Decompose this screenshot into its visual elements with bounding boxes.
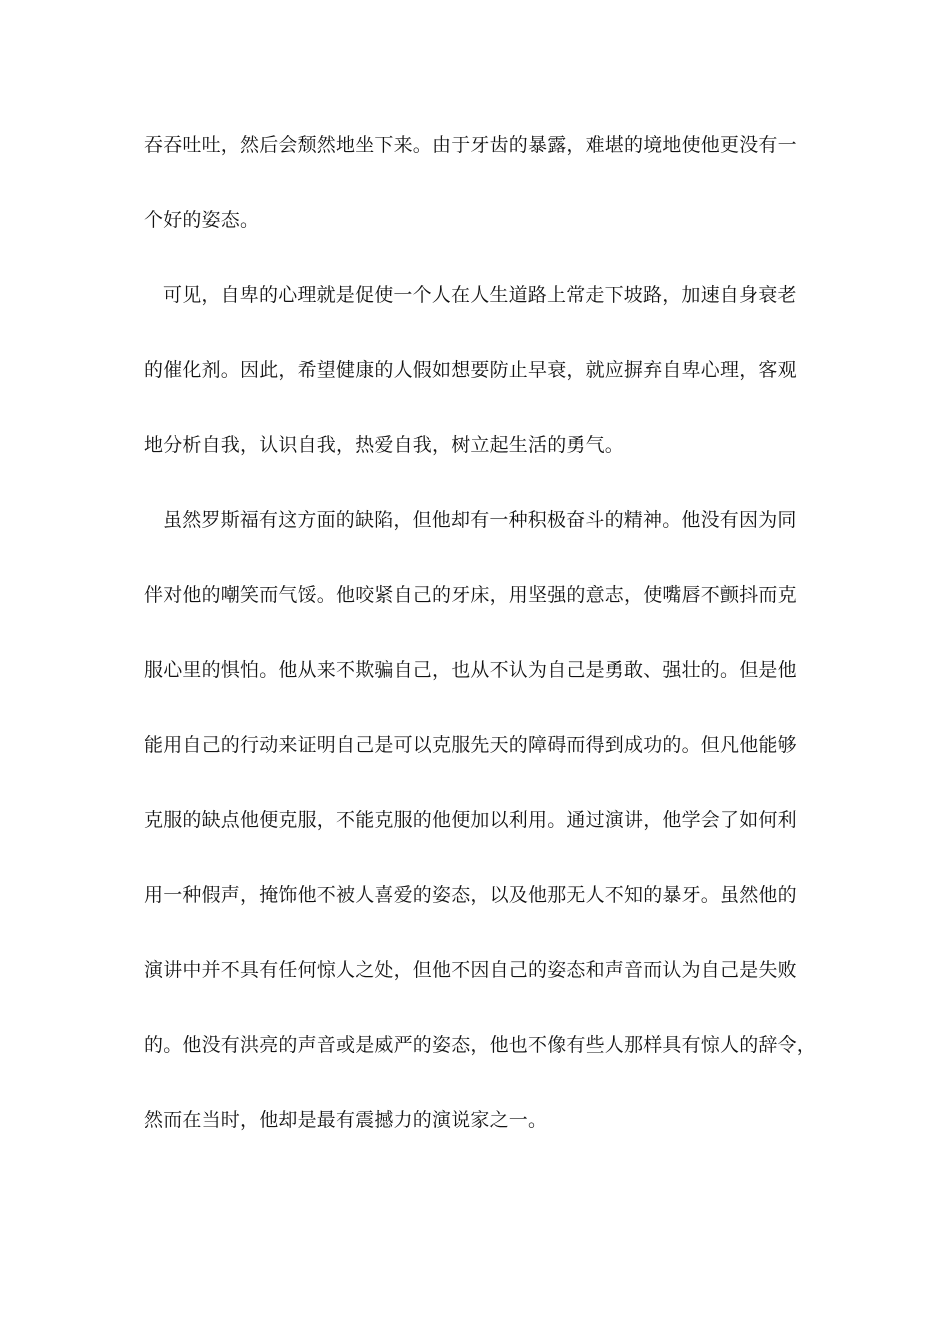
text-line: 能用自己的行动来证明自己是可以克服先天的障碍而得到成功的。但凡他能够 (144, 734, 797, 756)
text-line: 可见，自卑的心理就是促使一个人在人生道路上常走下坡路，加速自身衰老 (163, 284, 797, 306)
text-line: 虽然罗斯福有这方面的缺陷，但他却有一种积极奋斗的精神。他没有因为同 (163, 509, 797, 531)
document-body (144, 132, 824, 1182)
text-line: 个好的姿态。 (144, 209, 260, 231)
text-line: 伴对他的嘲笑而气馁。他咬紧自己的牙床，用坚强的意志，使嘴唇不颤抖而克 (144, 584, 797, 606)
text-line: 演讲中并不具有任何惊人之处，但他不因自己的姿态和声音而认为自己是失败 (144, 959, 797, 981)
text-line: 克服的缺点他便克服，不能克服的他便加以利用。通过演讲，他学会了如何利 (144, 809, 797, 831)
text-line: 服心里的惧怕。他从来不欺骗自己，也从不认为自己是勇敢、强壮的。但是他 (144, 659, 797, 681)
text-line: 的催化剂。因此，希望健康的人假如想要防止早衰，就应摒弃自卑心理，客观 (144, 359, 797, 381)
text-line: 然而在当时，他却是最有震撼力的演说家之一。 (144, 1109, 548, 1131)
text-line: 的。他没有洪亮的声音或是威严的姿态，他也不像有些人那样具有惊人的辞令， (144, 1034, 817, 1056)
text-line: 用一种假声，掩饰他不被人喜爱的姿态，以及他那无人不知的暴牙。虽然他的 (144, 884, 797, 906)
text-line: 吞吞吐吐，然后会颓然地坐下来。由于牙齿的暴露，难堪的境地使他更没有一 (144, 134, 797, 156)
text-line: 地分析自我，认识自我，热爱自我，树立起生活的勇气。 (144, 434, 625, 456)
